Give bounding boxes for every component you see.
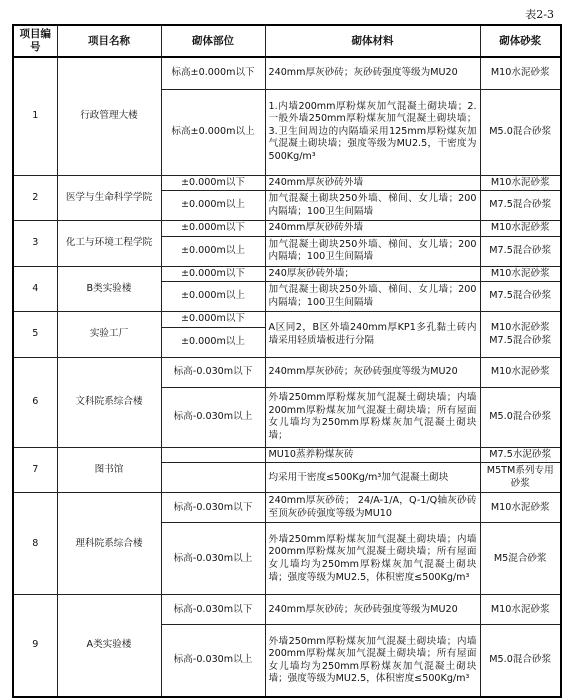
table-row — [13, 312, 561, 328]
table-row — [13, 221, 561, 237]
material-cell: 1.内墙200mm厚粉煤灰加气混凝土砌块墙；2.一般外墙250mm厚粉煤灰加气混凝土砌块墙；3.卫生间周边的内隔墙采用125mm厚粉煤灰加气混凝土砌块墙；强度等级为MU2.5，干密度为500Kg/m³ — [265, 89, 480, 175]
part-cell: 标高-0.030m以下 — [161, 493, 265, 523]
part-cell: ±0.000m以下 — [161, 312, 265, 328]
table-header-row — [13, 25, 561, 57]
mortar-cell: M10水泥砂浆 — [480, 493, 561, 523]
material-cell: 加气混凝土砌块250外墙、梯间、女儿墙；200内隔墙；100卫生间隔墙 — [265, 191, 480, 221]
project-no-cell: 8 — [13, 493, 57, 595]
project-no-cell: 7 — [13, 447, 57, 493]
part-cell: 标高-0.030m以下 — [161, 595, 265, 625]
part-cell: 标高-0.030m以上 — [161, 523, 265, 595]
part-cell: 标高-0.030m以下 — [161, 357, 265, 387]
table-row — [13, 493, 561, 523]
mortar-cell: M5.0混合砂浆 — [480, 89, 561, 175]
project-name-cell: 医学与生命科学学院 — [57, 175, 161, 221]
part-cell: ±0.000m以上 — [161, 236, 265, 266]
project-no-cell: 2 — [13, 175, 57, 221]
project-no-cell: 5 — [13, 312, 57, 358]
header-masonry-mortar: 砌体砂浆 — [480, 25, 561, 57]
project-name-cell: 行政管理大楼 — [57, 57, 161, 175]
mortar-cell: M5.0混合砂浆 — [480, 625, 561, 697]
part-cell: 标高±0.000m以上 — [161, 89, 265, 175]
part-cell: ±0.000m以上 — [161, 327, 265, 357]
table-row — [13, 595, 561, 625]
part-cell: ±0.000m以下 — [161, 221, 265, 237]
mortar-cell: M5TM系列专用砂浆 — [480, 463, 561, 493]
part-cell: ±0.000m以下 — [161, 175, 265, 191]
material-cell: 240厚灰砂砖外墙； — [265, 266, 480, 282]
part-cell: ±0.000m以下 — [161, 266, 265, 282]
project-no-cell: 1 — [13, 57, 57, 175]
material-cell: 均采用干密度≤500Kg/m³加气混凝土砌块 — [265, 463, 480, 493]
table-row — [13, 57, 561, 89]
project-name-cell: 化工与环境工程学院 — [57, 221, 161, 267]
material-cell: 外墙250mm厚粉煤灰加气混凝土砌块墙；内墙200mm厚粉煤灰加气混凝土砌块墙；所有屋面女儿墙均为250mm厚粉煤灰加气混凝土砌块墙；强度等级为MU2.5，体积密度≤500Kg/m³ — [265, 523, 480, 595]
mortar-cell: M10水泥砂浆 — [480, 266, 561, 282]
project-no-cell: 9 — [13, 595, 57, 697]
material-cell: MU10蒸养粉煤灰砖 — [265, 447, 480, 463]
part-cell: 标高-0.030m以上 — [161, 387, 265, 447]
table-row — [13, 175, 561, 191]
header-project-no: 项目编号 — [13, 25, 57, 57]
masonry-table — [12, 24, 562, 698]
material-cell: 加气混凝土砌块250外墙、梯间、女儿墙；200内隔墙；100卫生间隔墙 — [265, 236, 480, 266]
material-cell: 240mm厚灰砂砖外墙 — [265, 221, 480, 237]
material-cell: 加气混凝土砌块250外墙、梯间、女儿墙；200内隔墙；100卫生间隔墙 — [265, 282, 480, 312]
header-masonry-part: 砌体部位 — [161, 25, 265, 57]
mortar-cell: M5混合砂浆 — [480, 523, 561, 595]
mortar-cell: M7.5混合砂浆 — [480, 282, 561, 312]
table-row — [13, 447, 561, 463]
material-cell: 240mm厚灰砂砖；灰砂砖强度等级为MU20 — [265, 595, 480, 625]
material-cell: 240mm厚灰砂砖外墙 — [265, 175, 480, 191]
part-cell: 标高-0.030m以上 — [161, 625, 265, 697]
mortar-cell: M10水泥砂浆 — [480, 221, 561, 237]
project-name-cell: B类实验楼 — [57, 266, 161, 312]
mortar-cell: M10水泥砂浆 — [480, 595, 561, 625]
mortar-cell: M7.5混合砂浆 — [480, 236, 561, 266]
mortar-cell: M10水泥砂浆 — [480, 175, 561, 191]
mortar-cell: M7.5水泥砂浆 — [480, 447, 561, 463]
project-name-cell: 实验工厂 — [57, 312, 161, 358]
header-masonry-material: 砌体材料 — [265, 25, 480, 57]
material-cell: 外墙250mm厚粉煤灰加气混凝土砌块墙；内墙200mm厚粉煤灰加气混凝土砌块墙；所有屋面女儿墙均为250mm厚粉煤灰加气混凝土砌块墙； — [265, 387, 480, 447]
project-name-cell: 文科院系综合楼 — [57, 357, 161, 447]
project-name-cell: 理科院系综合楼 — [57, 493, 161, 595]
mortar-cell: M10水泥砂浆 — [480, 57, 561, 89]
header-project-name: 项目名称 — [57, 25, 161, 57]
part-cell — [161, 463, 265, 493]
table-row — [13, 357, 561, 387]
material-cell: A区同2，B区外墙240mm厚KP1多孔黏土砖内墙采用轻质墙板进行分隔 — [265, 312, 480, 358]
material-cell: 外墙250mm厚粉煤灰加气混凝土砌块墙；内墙200mm厚粉煤灰加气混凝土砌块墙；所有屋面女儿墙均为250mm厚粉煤灰加气混凝土砌块墙；强度等级为MU2.5，体积密度≤500Kg/m³ — [265, 625, 480, 697]
material-cell: 240mm厚灰砂砖； 24/A-1/A，Q-1/Q轴灰砂砖至顶灰砂砖强度等级为MU10 — [265, 493, 480, 523]
material-cell: 240mm厚灰砂砖；灰砂砖强度等级为MU20 — [265, 357, 480, 387]
mortar-cell: M5.0混合砂浆 — [480, 387, 561, 447]
project-no-cell: 3 — [13, 221, 57, 267]
part-cell: ±0.000m以上 — [161, 282, 265, 312]
table-label: 表2-3 — [525, 8, 554, 21]
project-name-cell: A类实验楼 — [57, 595, 161, 697]
table-row — [13, 266, 561, 282]
project-no-cell: 6 — [13, 357, 57, 447]
material-cell: 240mm厚灰砂砖；灰砂砖强度等级为MU20 — [265, 57, 480, 89]
part-cell: ±0.000m以上 — [161, 191, 265, 221]
part-cell — [161, 447, 265, 463]
part-cell: 标高±0.000m以下 — [161, 57, 265, 89]
mortar-cell: M7.5混合砂浆 — [480, 191, 561, 221]
mortar-cell: M10水泥砂浆M7.5混合砂浆 — [480, 312, 561, 358]
project-name-cell: 图书馆 — [57, 447, 161, 493]
project-no-cell: 4 — [13, 266, 57, 312]
mortar-cell: M10水泥砂浆 — [480, 357, 561, 387]
